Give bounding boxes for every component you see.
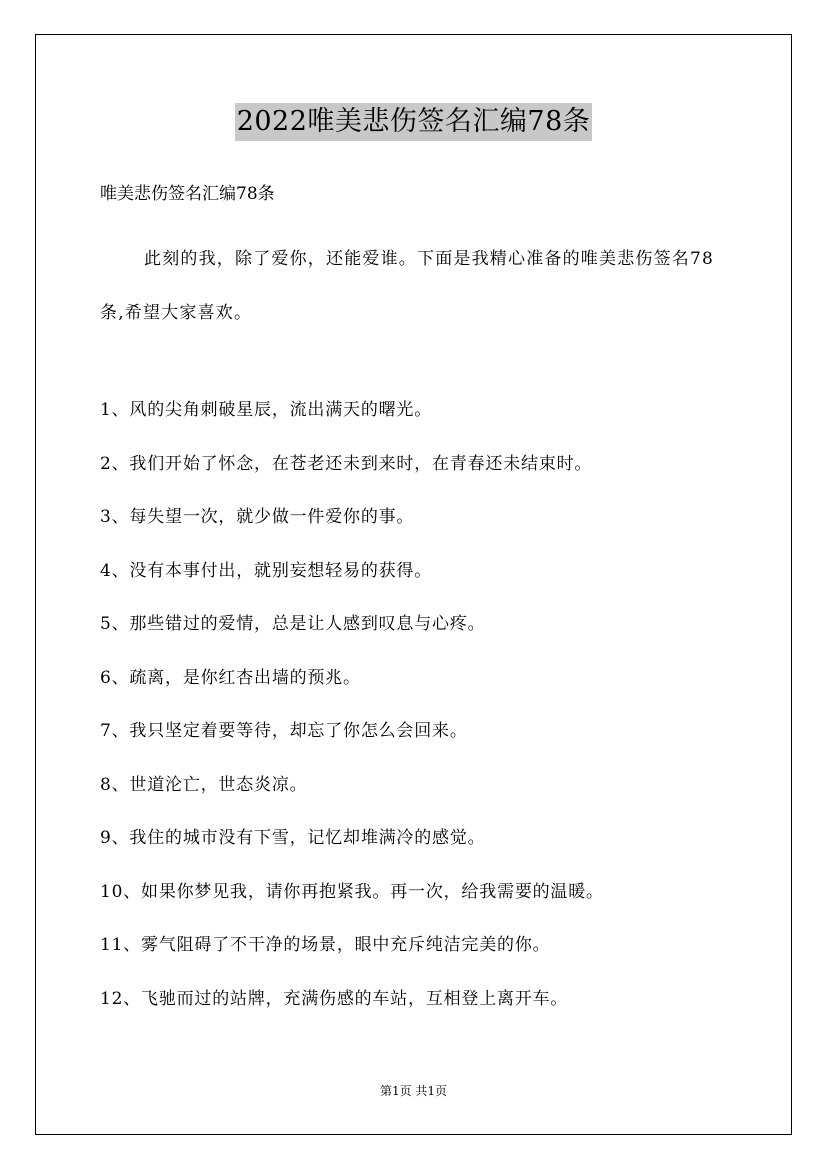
list-item: 2、我们开始了怀念，在苍老还未到来时，在青春还未结束时。 [100, 453, 593, 474]
intro-paragraph: 此刻的我，除了爱你，还能爱谁。下面是我精心准备的唯美悲伤签名78条,希望大家喜欢。 [100, 249, 715, 323]
list-item: 12、飞驰而过的站牌，充满伤感的车站，互相登上离开车。 [100, 988, 569, 1009]
list-item: 8、世道沦亡，世态炎凉。 [100, 774, 308, 795]
list-item: 1、风的尖角刺破星辰，流出满天的曙光。 [100, 400, 433, 420]
list-item: 11、雾气阻碍了不干净的场景，眼中充斥纯洁完美的你。 [100, 935, 551, 955]
signature-list [100, 396, 604, 1038]
list-item: 4、没有本事付出，就别妄想轻易的获得。 [100, 560, 433, 581]
list-item: 3、每失望一次，就少做一件爱你的事。 [100, 507, 415, 527]
list-item: 6、疏离，是你红杏出墙的预兆。 [100, 667, 361, 688]
page-footer: 第1页 共1页 [379, 1084, 448, 1098]
list-item: 9、我住的城市没有下雪，记忆却堆满冷的感觉。 [100, 828, 486, 848]
document-subtitle: 唯美悲伤签名汇编78条 [100, 184, 275, 204]
list-item: 10、如果你梦见我，请你再抱紧我。再一次，给我需要的温暖。 [100, 881, 604, 902]
list-item: 7、我只坚定着要等待，却忘了你怎么会回来。 [100, 721, 468, 741]
list-item: 5、那些错过的爱情，总是让人感到叹息与心疼。 [100, 614, 486, 634]
document-title: 2022唯美悲伤签名汇编78条 [235, 103, 593, 141]
title-container [0, 103, 827, 141]
